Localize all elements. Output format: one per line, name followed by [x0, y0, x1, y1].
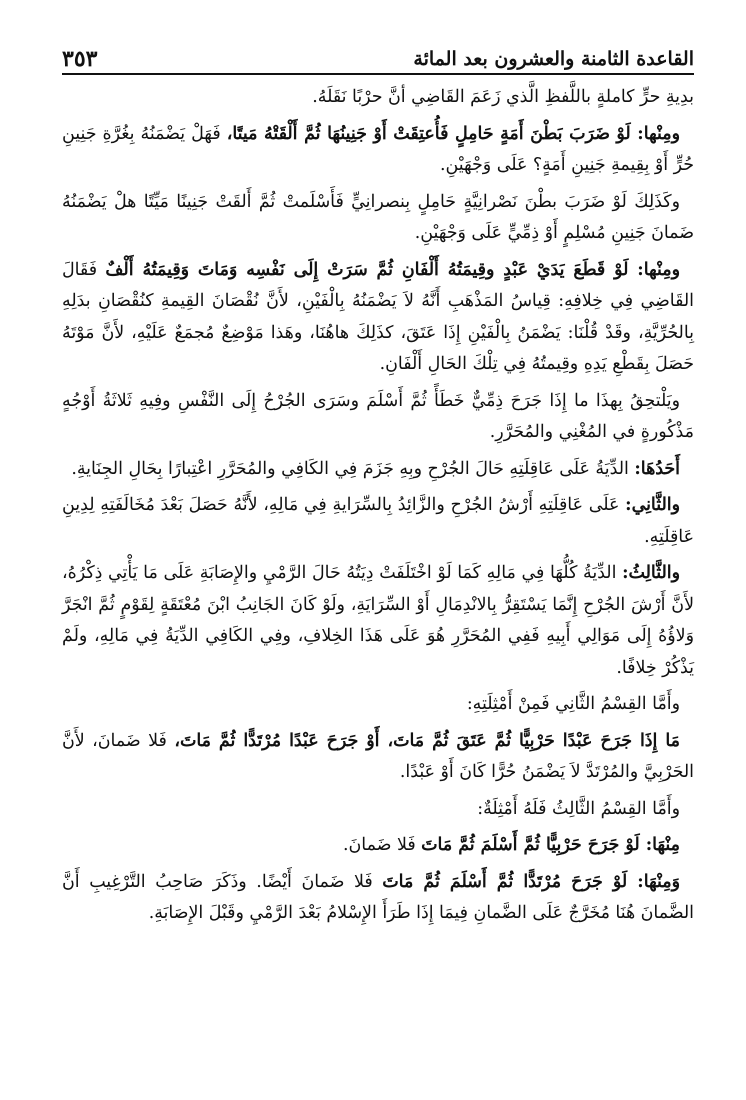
page-body — [62, 82, 694, 930]
paragraph: والثَّالِثُ: الدِّيَةُ كُلُّهَا فِي مَالِهِ كَمَا لَوْ اخْتَلَفَتْ دِيَتُهُ حَالَ الرَّمْيِ والإِصَابَةِ عَلَى مَا يَأْتِي ذِكْرُهُ، لأَنَّ أَرْشَ الجُرْحِ إِنَّمَا يَسْتَقِرُّ بِالانْدِمَالِ أَوْ السِّرَايَةِ، ولَوْ كَانَ الجَانِبُ ابْنَ مُعْتَقَةٍ لِقَوْمٍ ثُمَّ انْجَرَّ وَلاؤُهُ إِلَى مَوَالِي أَبِيهِ فَفِي المُحَرَّرِ هُوَ عَلَى هَذَا الخِلافِ، وفِي الكَافِي الدِّيَةُ فِي مَالِهِ، ولَمْ يَذْكُرْ خِلافًا. — [62, 563, 694, 678]
paragraph: ومِنْها: لَوْ قَطَعَ يَدَيْ عَبْدٍ وقِيمَتُهُ أَلْفَانِ ثُمَّ سَرَتْ إِلَى نَفْسِه وَمَاتَ وَقِيمَتُهُ أَلْفٌ فَقَالَ القَاضِي فِي خِلافِهِ: قِياسُ المَذْهَبِ أَنَّهُ لاَ يَضْمَنُهُ بِالْفَيْنِ، لأَنَّ نُقْصَانَ القِيمةِ كنُقْصَانِ بدَلِهِ بِالحُرِّيَّةِ، وقَدْ قُلْنَا: يَضْمَنُ بِالْفَيْنِ إِذَا عَتَقَ، كذَلِكَ هاهُنَا، وهَذا مَوْضِعٌ مُجمَعٌ عَلَيْهِ، لأَنَّ مَوْتَهُ حَصَلَ بِقَطْعِ يَدِهِ وقِيمتُهُ فِي تِلْكَ الحَالِ أَلْفَانِ. — [62, 259, 694, 374]
chapter-title: القاعدة الثامنة والعشرون بعد المائة — [413, 48, 694, 70]
paragraph: وَمِنْهَا: لَوْ جَرَحَ مُرْتَدًّا ثُمَّ أَسْلَمَ ثُمَّ مَاتَ فَلا ضَمانَ أَيْضًا. وذَكَرَ صَاحِبُ التَّرْغِيبِ أَنَّ الضَّمانَ هُنَا مُخَرَّجٌ عَلَى الضَّمانِ فِيمَا إِذَا طَرَأَ الإِسْلامُ بَعْدَ الرَّمْيِ وقَبْلَ الإِصَابَةِ. — [62, 871, 694, 923]
paragraph: وأَمَّا القِسْمُ الثَّالِثُ فَلَهُ أَمْثِلَةٌ: — [477, 798, 680, 819]
paragraph: بدِيةِ حرٍّ كاملةٍ باللَّفظِ الَّذي زَعَمَ القَاضِي أنَّ حرْبًا نَقَلَهُ. — [312, 87, 694, 107]
paragraph: والثَّانِي: عَلَى عَاقِلَتِهِ أَرْشُ الجُرْحِ والزَّائِدُ بِالسِّرَايةِ فِي مَالِهِ، لأَنَّهُ حَصَلَ بَعْدَ مُخَالَفَتِهِ لِدِينِ عَاقِلَتِهِ. — [62, 495, 694, 547]
paragraph: ويَلْتحِقُ بِهذَا ما إِذَا جَرَحَ ذِمِّيٌّ خَطَأً ثُمَّ أَسْلَمَ وسَرَى الجُرْحُ إِلَى النَّفْسِ وفِيهِ ثَلاثَةُ أَوْجُهٍ مَذْكُورةٍ في المُغْنِي والمُحَرَّرِ. — [62, 390, 694, 442]
paragraph: مَا إِذَا جَرَحَ عَبْدًا حَرْبِيًّا ثُمَّ عَتَقَ ثُمَّ مَاتَ، أَوْ جَرَحَ عَبْدًا مُرْتَدًّا ثُمَّ مَاتَ، فَلا ضَمانَ، لأَنَّ الحَرْبِيَّ والمُرْتَدَّ لاَ يَضْمَنُ حُرًّا كَانَ أَوْ عَبْدًا. — [62, 730, 694, 782]
paragraph: وأَمَّا القِسْمُ الثَّانِي فَمِنْ أَمْثِلَتِهِ: — [466, 694, 680, 714]
paragraph: وكَذَلِكَ لَوْ ضَرَبَ بطْنَ نَصْرانِيَّةٍ حَامِلٍ بِنصرانِيٍّ فَأَسْلَمتْ ثُمَّ أَلقَتْ جَنِينًا مَيِّتًا هلْ يَضْمَنُهُ ضَمانَ جَنِينِ مُسْلِمٍ أَوْ ذِمِّيٍّ عَلَى وَجْهَيْنِ. — [62, 191, 694, 243]
page-number: ٣٥٣ — [62, 46, 98, 72]
header-rule — [62, 73, 694, 75]
page-header — [62, 40, 694, 70]
paragraph: ومِنْها: لَوْ ضَرَبَ بَطْنَ أَمَةٍ حَامِلٍ فَأُعتِقَتْ أَوْ جَنِينُهَا ثُمَّ أَلْقَتْهُ مَيتًا، فَهَلْ يَضْمَنُهُ بِغُرَّةِ جَنِينِ حُرٍّ أَوْ بِقِيمةِ جَنِينِ أَمَةٍ؟ عَلَى وَجْهَيْنِ. — [62, 123, 694, 175]
paragraph: مِنْهَا: لَوْ جَرَحَ حَرْبِيًّا ثُمَّ أَسْلَمَ ثُمَّ مَاتَ فَلا ضَمانَ. — [343, 835, 680, 855]
paragraph: أَحَدُهَا: الدِّيَةُ عَلَى عَاقِلَتِهِ حَالَ الجُرْحِ وبِهِ جَزَمَ فِي الكَافِي والمُحَرَّرِ اعْتِبارًا بِحَالِ الجِنَايةِ. — [71, 458, 680, 479]
